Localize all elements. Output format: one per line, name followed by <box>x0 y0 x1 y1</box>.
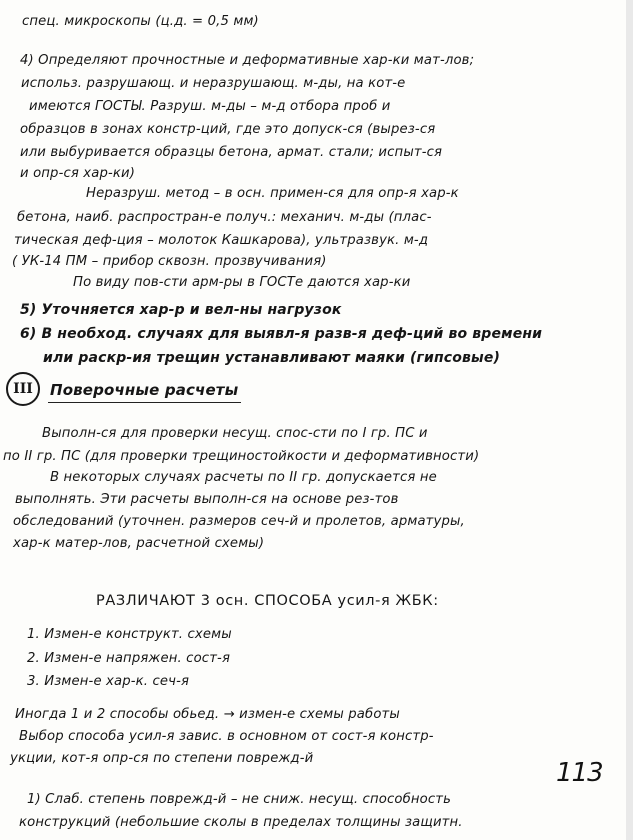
section-heading: Поверочные расчеты <box>50 381 239 399</box>
text-line-31: конструкций (небольшие сколы в пределах толщины защитн. <box>19 815 463 830</box>
text-line-21: обследований (уточнен. размеров сеч-й и пролетов, арматуры, <box>13 514 465 529</box>
text-line-3: использ. разрушающ. и неразрушающ. м-ды, на кот-е <box>21 76 406 91</box>
text-line-12: По виду пов-сти арм-ры в ГОСТе даются хар-ки <box>73 275 411 290</box>
page-edge-shadow <box>626 0 633 840</box>
text-line-26: 3. Измен-е хар-к. сеч-я <box>27 674 190 689</box>
text-line-5: образцов в зонах констр-ций, где это допуск-ся (вырез-ся <box>20 122 436 137</box>
text-line-19: В некоторых случаях расчеты по II гр. допускается не <box>50 470 437 485</box>
text-line-7: и опр-ся хар-ки) <box>20 166 136 181</box>
text-line-2: 4) Определяют прочностные и деформативные хар-ки мат-лов; <box>20 53 475 68</box>
text-line-15: или раскр-ия трещин устанавливают маяки (гипсовые) <box>43 350 501 366</box>
text-line-11: ( УК-14 ПМ – прибор сквозн. прозвучивания) <box>12 254 327 269</box>
text-line-18: по II гр. ПС (для проверки трещиностойкости и деформативности) <box>3 449 480 464</box>
text-line-14: 6) В необход. случаях для выявл-я разв-я деф-ций во времени <box>20 326 543 342</box>
text-line-23: РАЗЛИЧАЮТ 3 осн. СПОСОБА усил-я ЖБК: <box>96 593 439 609</box>
text-line-29: укции, кот-я опр-ся по степени поврежд-й <box>10 751 314 766</box>
text-line-10: тическая деф-ция – молоток Кашкарова), ультразвук. м-д <box>14 233 429 248</box>
page-number: 113 <box>556 758 603 788</box>
text-line-28: Выбор способа усил-я завис. в основном от сост-я констр- <box>19 729 434 744</box>
text-line-17: Выполн-ся для проверки несущ. спос-сти по I гр. ПС и <box>42 426 428 441</box>
text-line-9: бетона, наиб. распростран-е получ.: механич. м-ды (плас- <box>17 210 432 225</box>
text-line-22: хар-к матер-лов, расчетной схемы) <box>13 536 265 551</box>
text-line-30: 1) Слаб. степень поврежд-й – не сниж. несущ. способность <box>27 792 451 807</box>
section-number-circle: III <box>6 372 40 406</box>
text-line-20: выполнять. Эти расчеты выполн-ся на основе рез-тов <box>15 492 399 507</box>
text-line-6: или выбуривается образцы бетона, армат. стали; испыт-ся <box>20 145 443 160</box>
text-line-1: спец. микроскопы (ц.д. = 0,5 мм) <box>22 14 259 29</box>
text-line-13: 5) Уточняется хар-р и вел-ны нагрузок <box>20 302 342 318</box>
heading-underline <box>48 402 241 403</box>
text-line-4: имеются ГОСТЫ. Разруш. м-ды – м-д отбора проб и <box>29 99 391 114</box>
text-line-8: Неразруш. метод – в осн. примен-ся для опр-я хар-к <box>86 186 459 201</box>
text-line-25: 2. Измен-е напряжен. сост-я <box>27 651 231 666</box>
text-line-24: 1. Измен-е конструкт. схемы <box>27 627 232 642</box>
text-line-27: Иногда 1 и 2 способы обьед. → измен-е схемы работы <box>15 707 400 722</box>
